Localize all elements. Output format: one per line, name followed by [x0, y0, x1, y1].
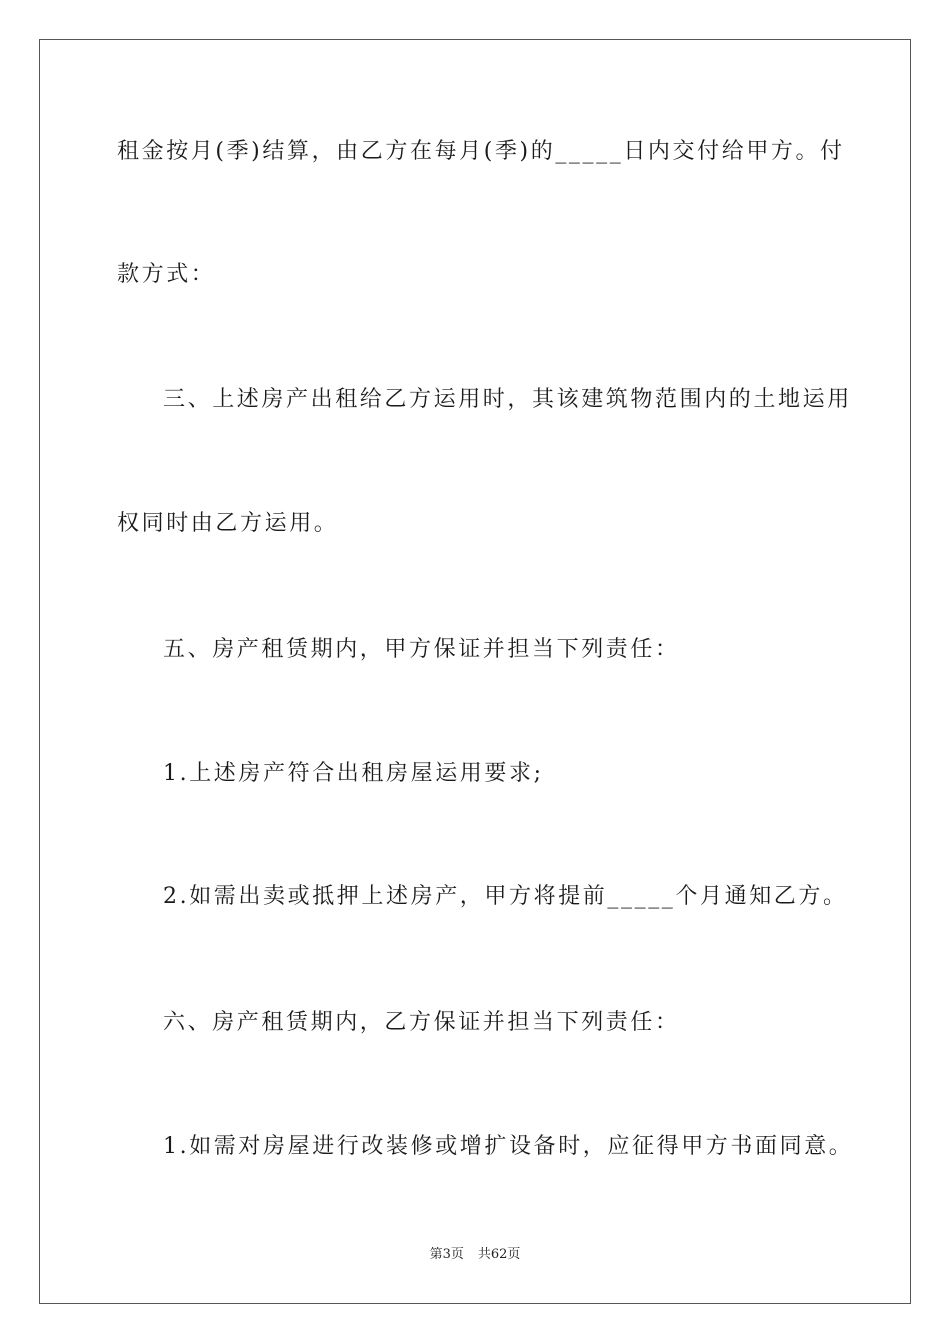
paragraph-line-2: 款方式： — [117, 262, 216, 287]
paragraph-line-1: 租金按月(季)结算，由乙方在每月(季)的_____日内交付给甲方。付 — [117, 139, 845, 164]
page-total: 共62页 — [477, 1247, 521, 1262]
paragraph-line-5: 五、房产租赁期内，甲方保证并担当下列责任： — [163, 637, 680, 662]
page-footer — [0, 1246, 950, 1264]
paragraph-line-4: 权同时由乙方运用。 — [117, 511, 339, 536]
paragraph-line-7: 2.如需出卖或抵押上述房产，甲方将提前_____个月通知乙方。 — [163, 884, 848, 909]
page-number: 第3页 — [429, 1247, 464, 1262]
paragraph-line-6: 1.上述房产符合出租房屋运用要求; — [163, 761, 544, 786]
page-border — [39, 39, 911, 1304]
paragraph-line-8: 六、房产租赁期内，乙方保证并担当下列责任： — [163, 1010, 680, 1035]
paragraph-line-3: 三、上述房产出租给乙方运用时，其该建筑物范围内的土地运用 — [163, 387, 852, 412]
paragraph-line-9: 1.如需对房屋进行改装修或增扩设备时，应征得甲方书面同意。 — [163, 1134, 854, 1159]
